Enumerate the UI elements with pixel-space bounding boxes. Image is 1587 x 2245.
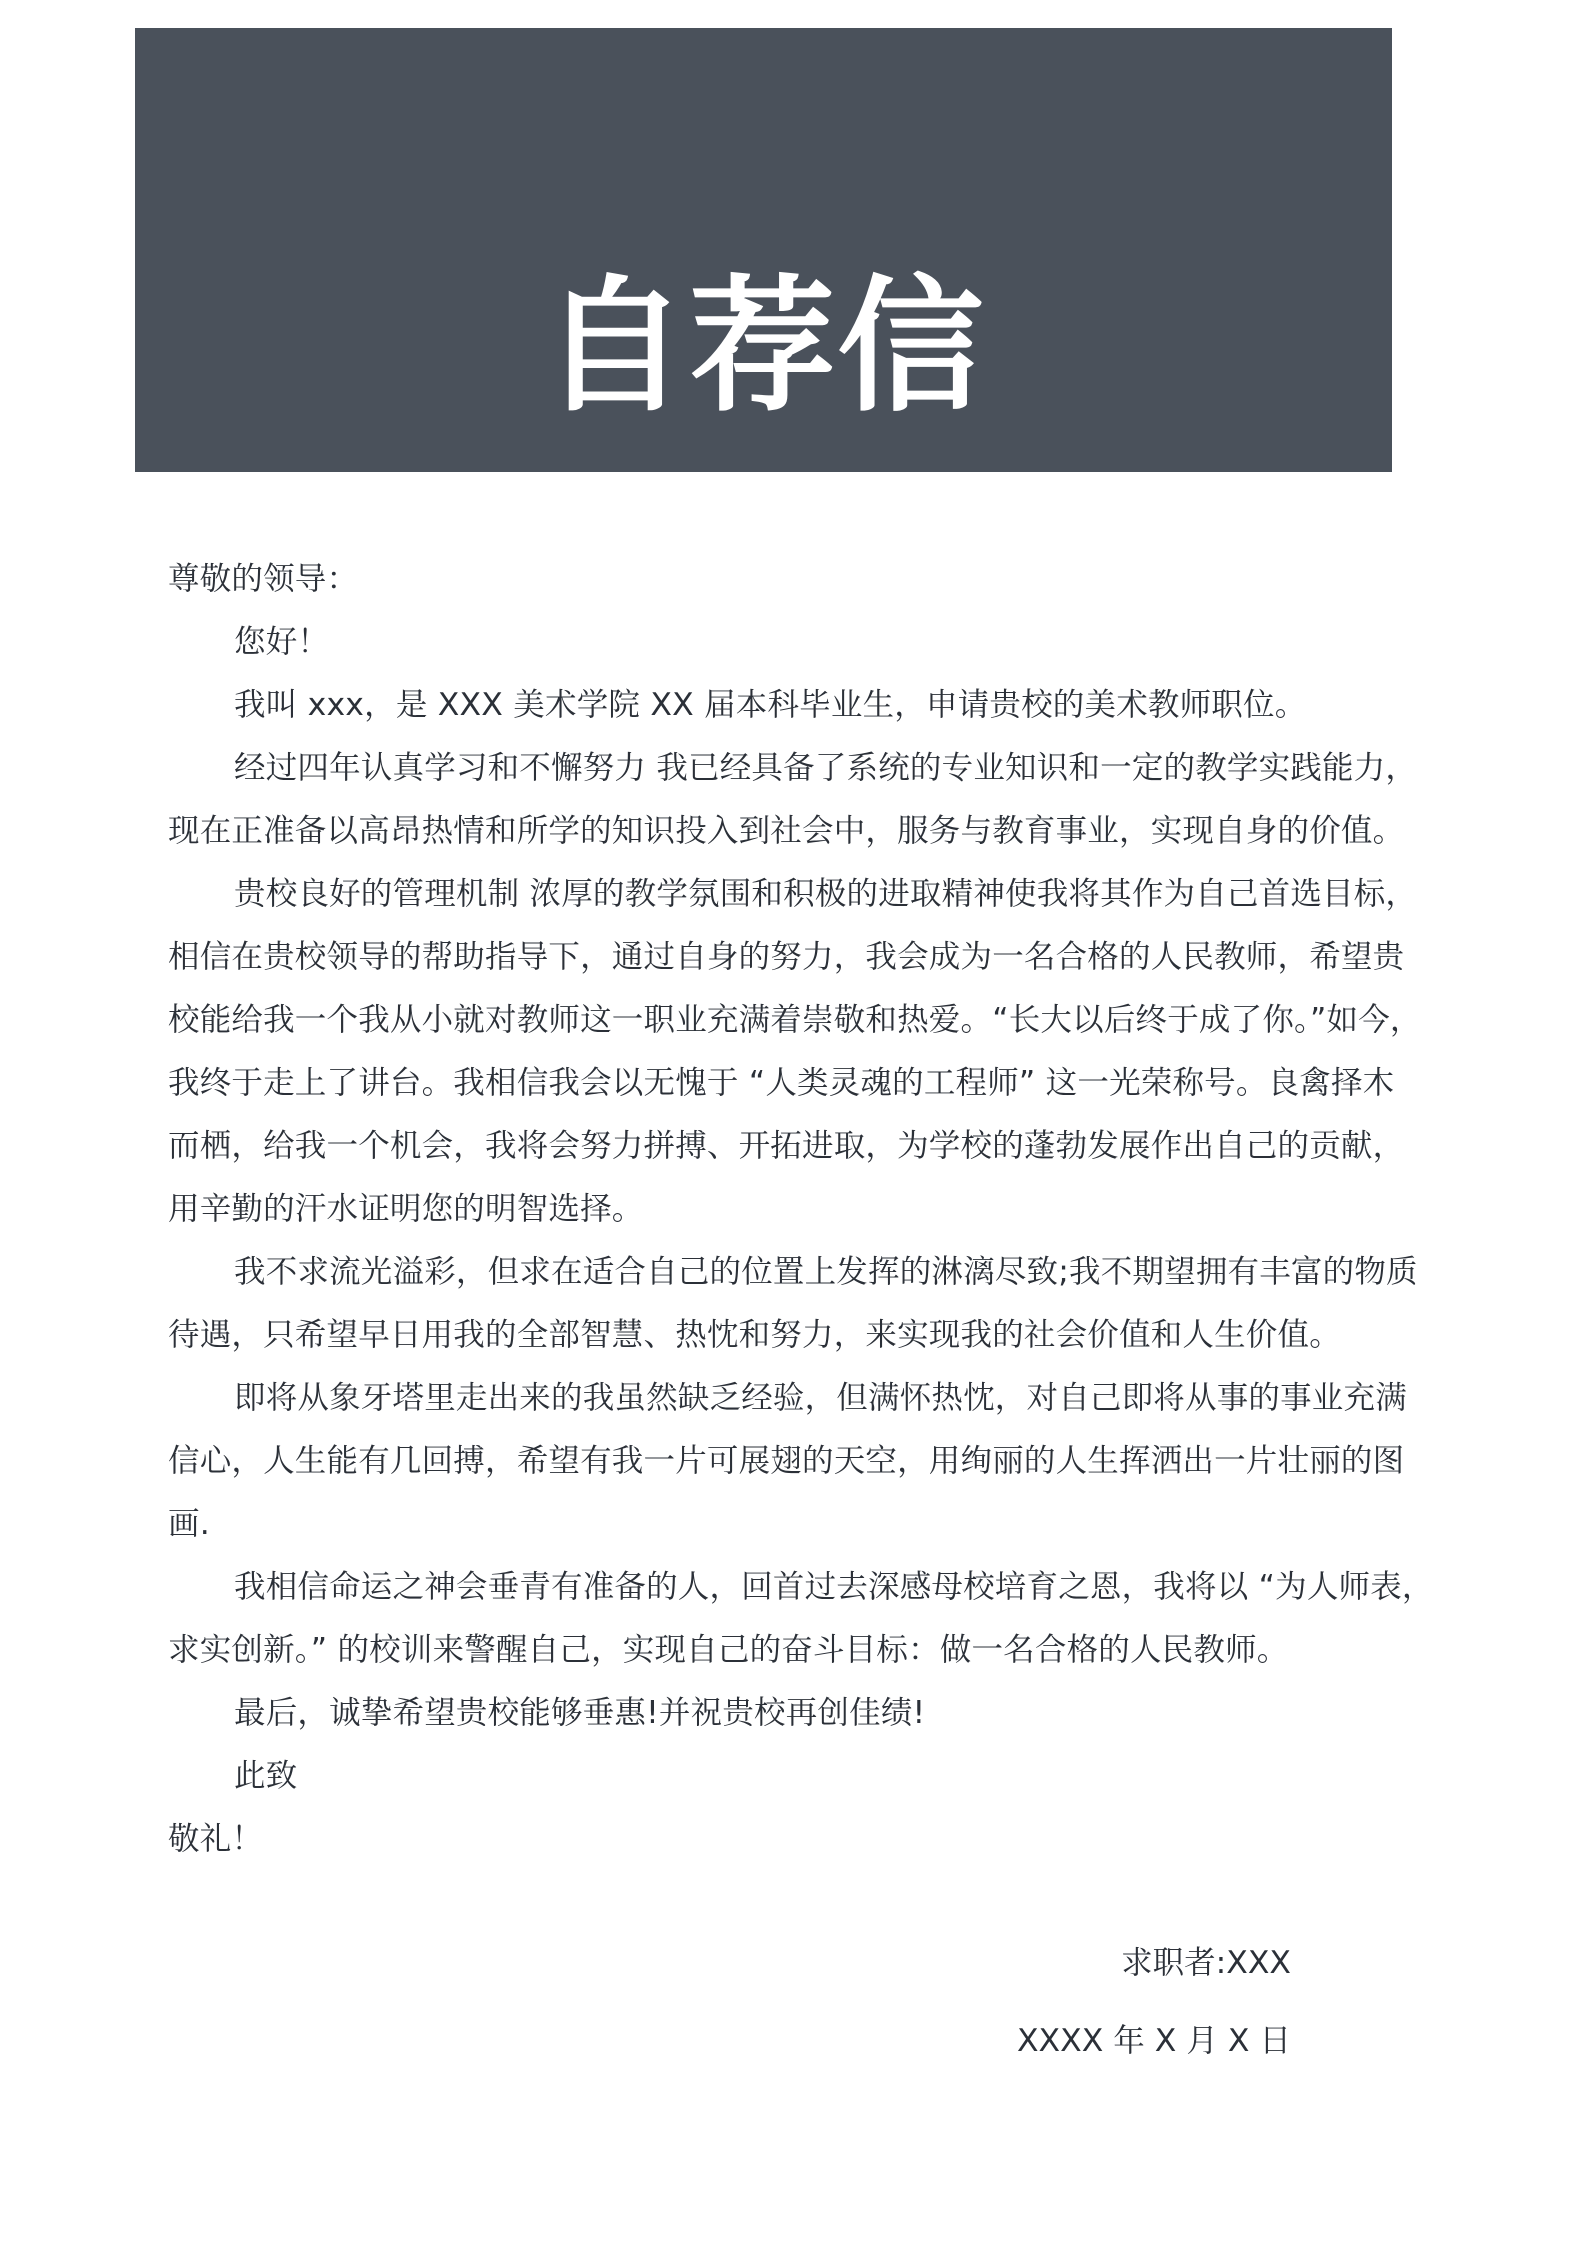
paragraph-line: 用辛勤的汗水证明您的明智选择。 (168, 1191, 644, 1227)
applicant-name: 求职者:XXX (1121, 1945, 1291, 1981)
paragraph-line: 我叫 xxx，是 XXX 美术学院 XX 届本科毕业生，申请贵校的美术教师职位。 (234, 687, 1307, 723)
paragraph-line: 画. (168, 1506, 210, 1542)
paragraph-line: 待遇，只希望早日用我的全部智慧、热忱和努力，来实现我的社会价值和人生价值。 (168, 1317, 1341, 1353)
paragraph-line: 现在正准备以高昂热情和所学的知识投入到社会中，服务与教育事业，实现自身的价值。 (168, 813, 1405, 849)
signature-date: XXXX 年 X 月 X 日 (1016, 2023, 1291, 2059)
paragraph-line: 而栖，给我一个机会，我将会努力拼搏、开拓进取，为学校的蓬勃发展作出自己的贡献， (168, 1128, 1405, 1164)
salutation: 尊敬的领导： (168, 561, 359, 597)
greeting: 您好！ (234, 624, 330, 660)
paragraph-line: 相信在贵校领导的帮助指导下，通过自身的努力，我会成为一名合格的人民教师，希望贵 (168, 939, 1405, 975)
paragraph-line: 我终于走上了讲台。我相信我会以无愧于 “人类灵魂的工程师” 这一光荣称号。良禽择木 (168, 1065, 1395, 1101)
closing-phrase: 此致 (234, 1758, 298, 1794)
page-title: 自荐信 (541, 262, 986, 432)
signature-block (168, 1924, 1423, 2080)
paragraph-line: 校能给我一个我从小就对教师这一职业充满着崇敬和热爱。“长大以后终于成了你。”如今， (168, 1002, 1422, 1038)
title-banner (135, 28, 1392, 472)
letter-body (168, 548, 1434, 1871)
paragraph-line: 经过四年认真学习和不懈努力 我已经具备了系统的专业知识和一定的教学实践能力， (234, 750, 1418, 786)
paragraph-line: 我相信命运之神会垂青有准备的人，回首过去深感母校培育之恩，我将以 “为人师表， (234, 1569, 1434, 1605)
paragraph-line: 信心，人生能有几回搏，希望有我一片可展翅的天空，用绚丽的人生挥洒出一片壮丽的图 (168, 1443, 1405, 1479)
paragraph-line: 求实创新。” 的校训来警醒自己，实现自己的奋斗目标：做一名合格的人民教师。 (168, 1632, 1289, 1668)
paragraph-line: 我不求流光溢彩，但求在适合自己的位置上发挥的淋漓尽致;我不期望拥有丰富的物质 (234, 1254, 1418, 1290)
paragraph-line: 即将从象牙塔里走出来的我虽然缺乏经验，但满怀热忱，对自己即将从事的事业充满 (234, 1380, 1407, 1416)
closing-salute: 敬礼！ (168, 1821, 264, 1857)
paragraph-line: 贵校良好的管理机制 浓厚的教学氛围和积极的进取精神使我将其作为自己首选目标， (234, 876, 1418, 912)
paragraph-line: 最后，诚挚希望贵校能够垂惠!并祝贵校再创佳绩! (234, 1695, 926, 1731)
